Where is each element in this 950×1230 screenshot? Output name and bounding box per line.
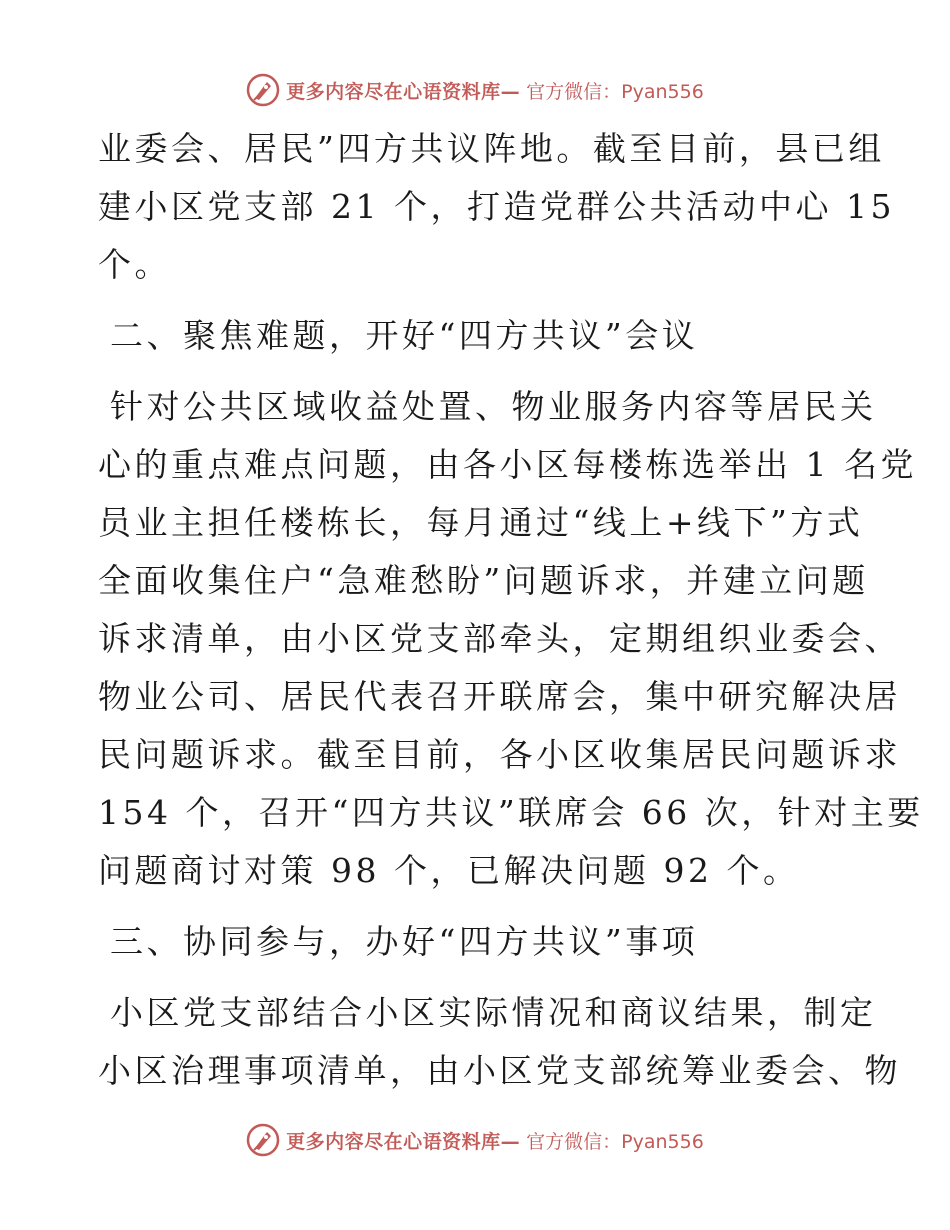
paragraph-line: 针对公共区域收益处置、物业服务内容等居民关 — [110, 387, 877, 426]
paragraph-line: 心的重点难点问题，由各小区每楼栋选举出 1 名党 — [98, 445, 917, 484]
paragraph-line: 物业公司、居民代表召开联席会，集中研究解决居 — [98, 677, 901, 716]
paragraph-line: 154 个，召开“四方共议”联席会 66 次，针对主要 — [98, 793, 924, 832]
document-body — [98, 120, 924, 1100]
paragraph-line: 诉求清单，由小区党支部牵头，定期组织业委会、 — [98, 619, 901, 658]
fountain-pen-logo-icon — [246, 1123, 280, 1157]
paragraph-line: 建小区党支部 21 个，打造党群公共活动中心 15 — [98, 187, 895, 226]
paragraph-line: 小区治理事项清单，由小区党支部统筹业委会、物 — [98, 1051, 901, 1090]
section-heading-3: 三、协同参与，办好“四方共议”事项 — [110, 922, 699, 961]
watermark-contact: 官方微信：Pyan556 — [526, 1130, 704, 1153]
paragraph-line: 问题商讨对策 98 个，已解决问题 92 个。 — [98, 851, 800, 890]
paragraph-line: 个。 — [98, 245, 171, 284]
fountain-pen-logo-icon — [246, 73, 280, 107]
watermark-text: 更多内容尽在心语资料库— — [286, 1130, 521, 1153]
header-watermark — [0, 70, 950, 110]
watermark-text: 更多内容尽在心语资料库— — [286, 80, 521, 103]
paragraph-line: 小区党支部结合小区实际情况和商议结果，制定 — [110, 993, 877, 1032]
section-heading-2: 二、聚焦难题，开好“四方共议”会议 — [110, 316, 699, 355]
paragraph-line: 全面收集住户“急难愁盼”问题诉求，并建立问题 — [98, 561, 869, 600]
paragraph-line: 民问题诉求。截至目前，各小区收集居民问题诉求 — [98, 735, 901, 774]
watermark-contact: 官方微信：Pyan556 — [526, 80, 704, 103]
paragraph-line: 业委会、居民”四方共议阵地。截至目前，县已组 — [98, 129, 885, 168]
footer-watermark — [0, 1120, 950, 1160]
paragraph-line: 员业主担任楼栋长，每月通过“线上+线下”方式 — [98, 503, 864, 542]
